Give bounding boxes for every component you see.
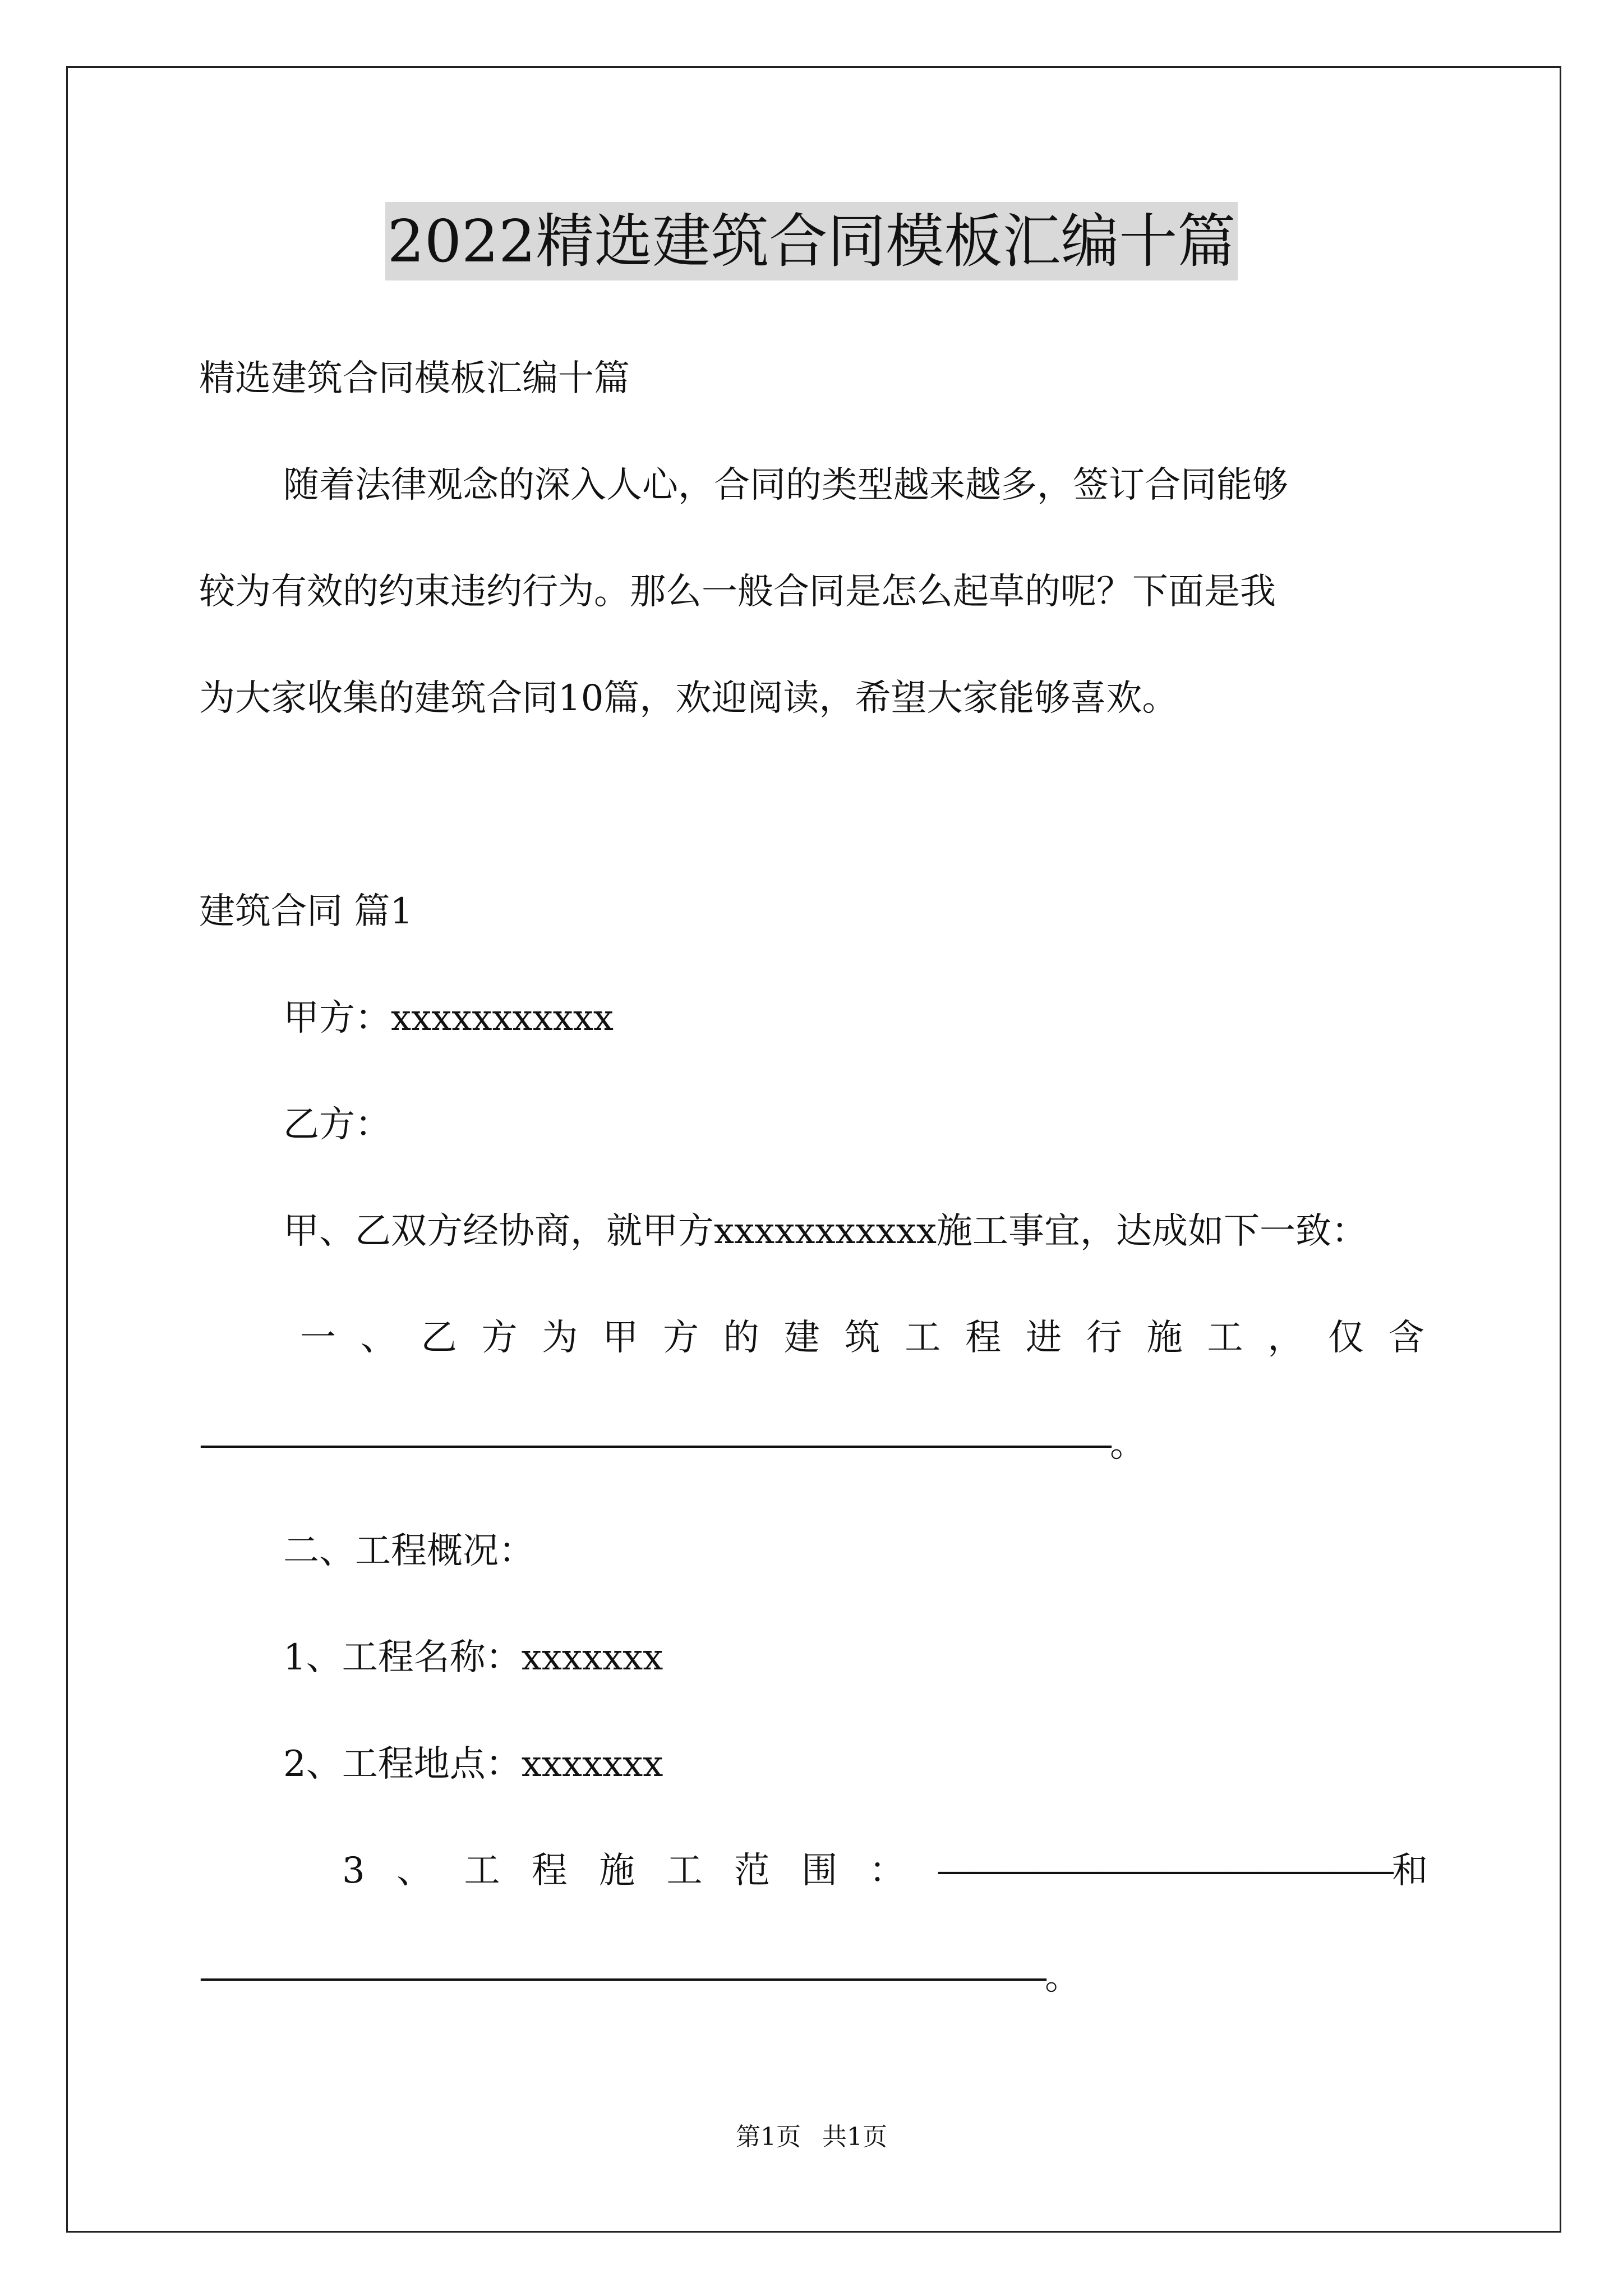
item2-3-char: 范 (734, 1850, 770, 1892)
intro-line-3: 为大家收集的建筑合同10篇，欢迎阅读，希望大家能够喜欢。 (199, 678, 1178, 719)
item2-2-line: 2、工程地点：xxxxxxx (283, 1743, 663, 1785)
item1-char: 筑 (844, 1317, 880, 1359)
item1-continuation: ————————————————————————————。 (199, 1424, 1142, 1465)
item1-char: 行 (1086, 1317, 1122, 1359)
item1-char: 一 (300, 1317, 336, 1359)
item1-char: 程 (965, 1317, 1002, 1359)
item2-3-char: 工 (666, 1850, 703, 1892)
document-title: 2022精选建筑合同模板汇编十篇 (385, 202, 1238, 280)
item2-heading: 二、工程概况： (283, 1530, 534, 1572)
item2-3-char: ： (869, 1850, 905, 1892)
item1-char: ， (1267, 1317, 1304, 1359)
item1-char: 乙 (421, 1317, 457, 1359)
section-heading: 建筑合同 篇1 (199, 891, 413, 932)
document-subtitle: 精选建筑合同模板汇编十篇 (199, 358, 630, 399)
item2-3-line (342, 1846, 1424, 1896)
item2-3-char: 施 (599, 1850, 635, 1892)
item2-3-char: 围 (801, 1850, 838, 1892)
item1-char: 、 (360, 1317, 396, 1359)
item2-3-char: 、 (396, 1850, 433, 1892)
page-total: 共1页 (822, 2123, 887, 2151)
item1-char: 工 (905, 1317, 941, 1359)
item1-char: 含 (1388, 1317, 1424, 1359)
item2-3-continuation: ——————————————————————————。 (199, 1957, 1077, 1998)
item1-char: 进 (1025, 1317, 1062, 1359)
item1-char: 方 (481, 1317, 518, 1359)
item1-char: 仅 (1328, 1317, 1364, 1359)
intro-line-2: 较为有效的约束违约行为。那么一般合同是怎么起草的呢？下面是我 (199, 571, 1276, 613)
party-a-line: 甲方：xxxxxxxxxxx (283, 997, 614, 1039)
item2-3-char: 程 (531, 1850, 568, 1892)
item2-1-line: 1、工程名称：xxxxxxx (283, 1637, 663, 1678)
page-number: 第1页 (736, 2123, 801, 2151)
item1-char: 为 (542, 1317, 578, 1359)
item1-char: 建 (783, 1317, 820, 1359)
item1-line (300, 1313, 1424, 1363)
item2-3-char: 3 (342, 1850, 365, 1892)
party-b-line: 乙方： (283, 1104, 391, 1145)
agreement-line: 甲、乙双方经协商，就甲方xxxxxxxxxxx施工事宜，达成如下一致： (283, 1211, 1368, 1252)
page-footer (0, 2120, 1623, 2154)
item2-3-char: 工 (464, 1850, 500, 1892)
item1-char: 的 (723, 1317, 759, 1359)
intro-line-1: 随着法律观念的深入人心，合同的类型越来越多，签订合同能够 (283, 464, 1288, 506)
title-container (0, 202, 1623, 280)
item1-char: 方 (662, 1317, 699, 1359)
item2-3-char: ——————————————和 (936, 1850, 1424, 1892)
item1-char: 施 (1146, 1317, 1183, 1359)
item1-char: 工 (1207, 1317, 1243, 1359)
item1-char: 甲 (602, 1317, 639, 1359)
